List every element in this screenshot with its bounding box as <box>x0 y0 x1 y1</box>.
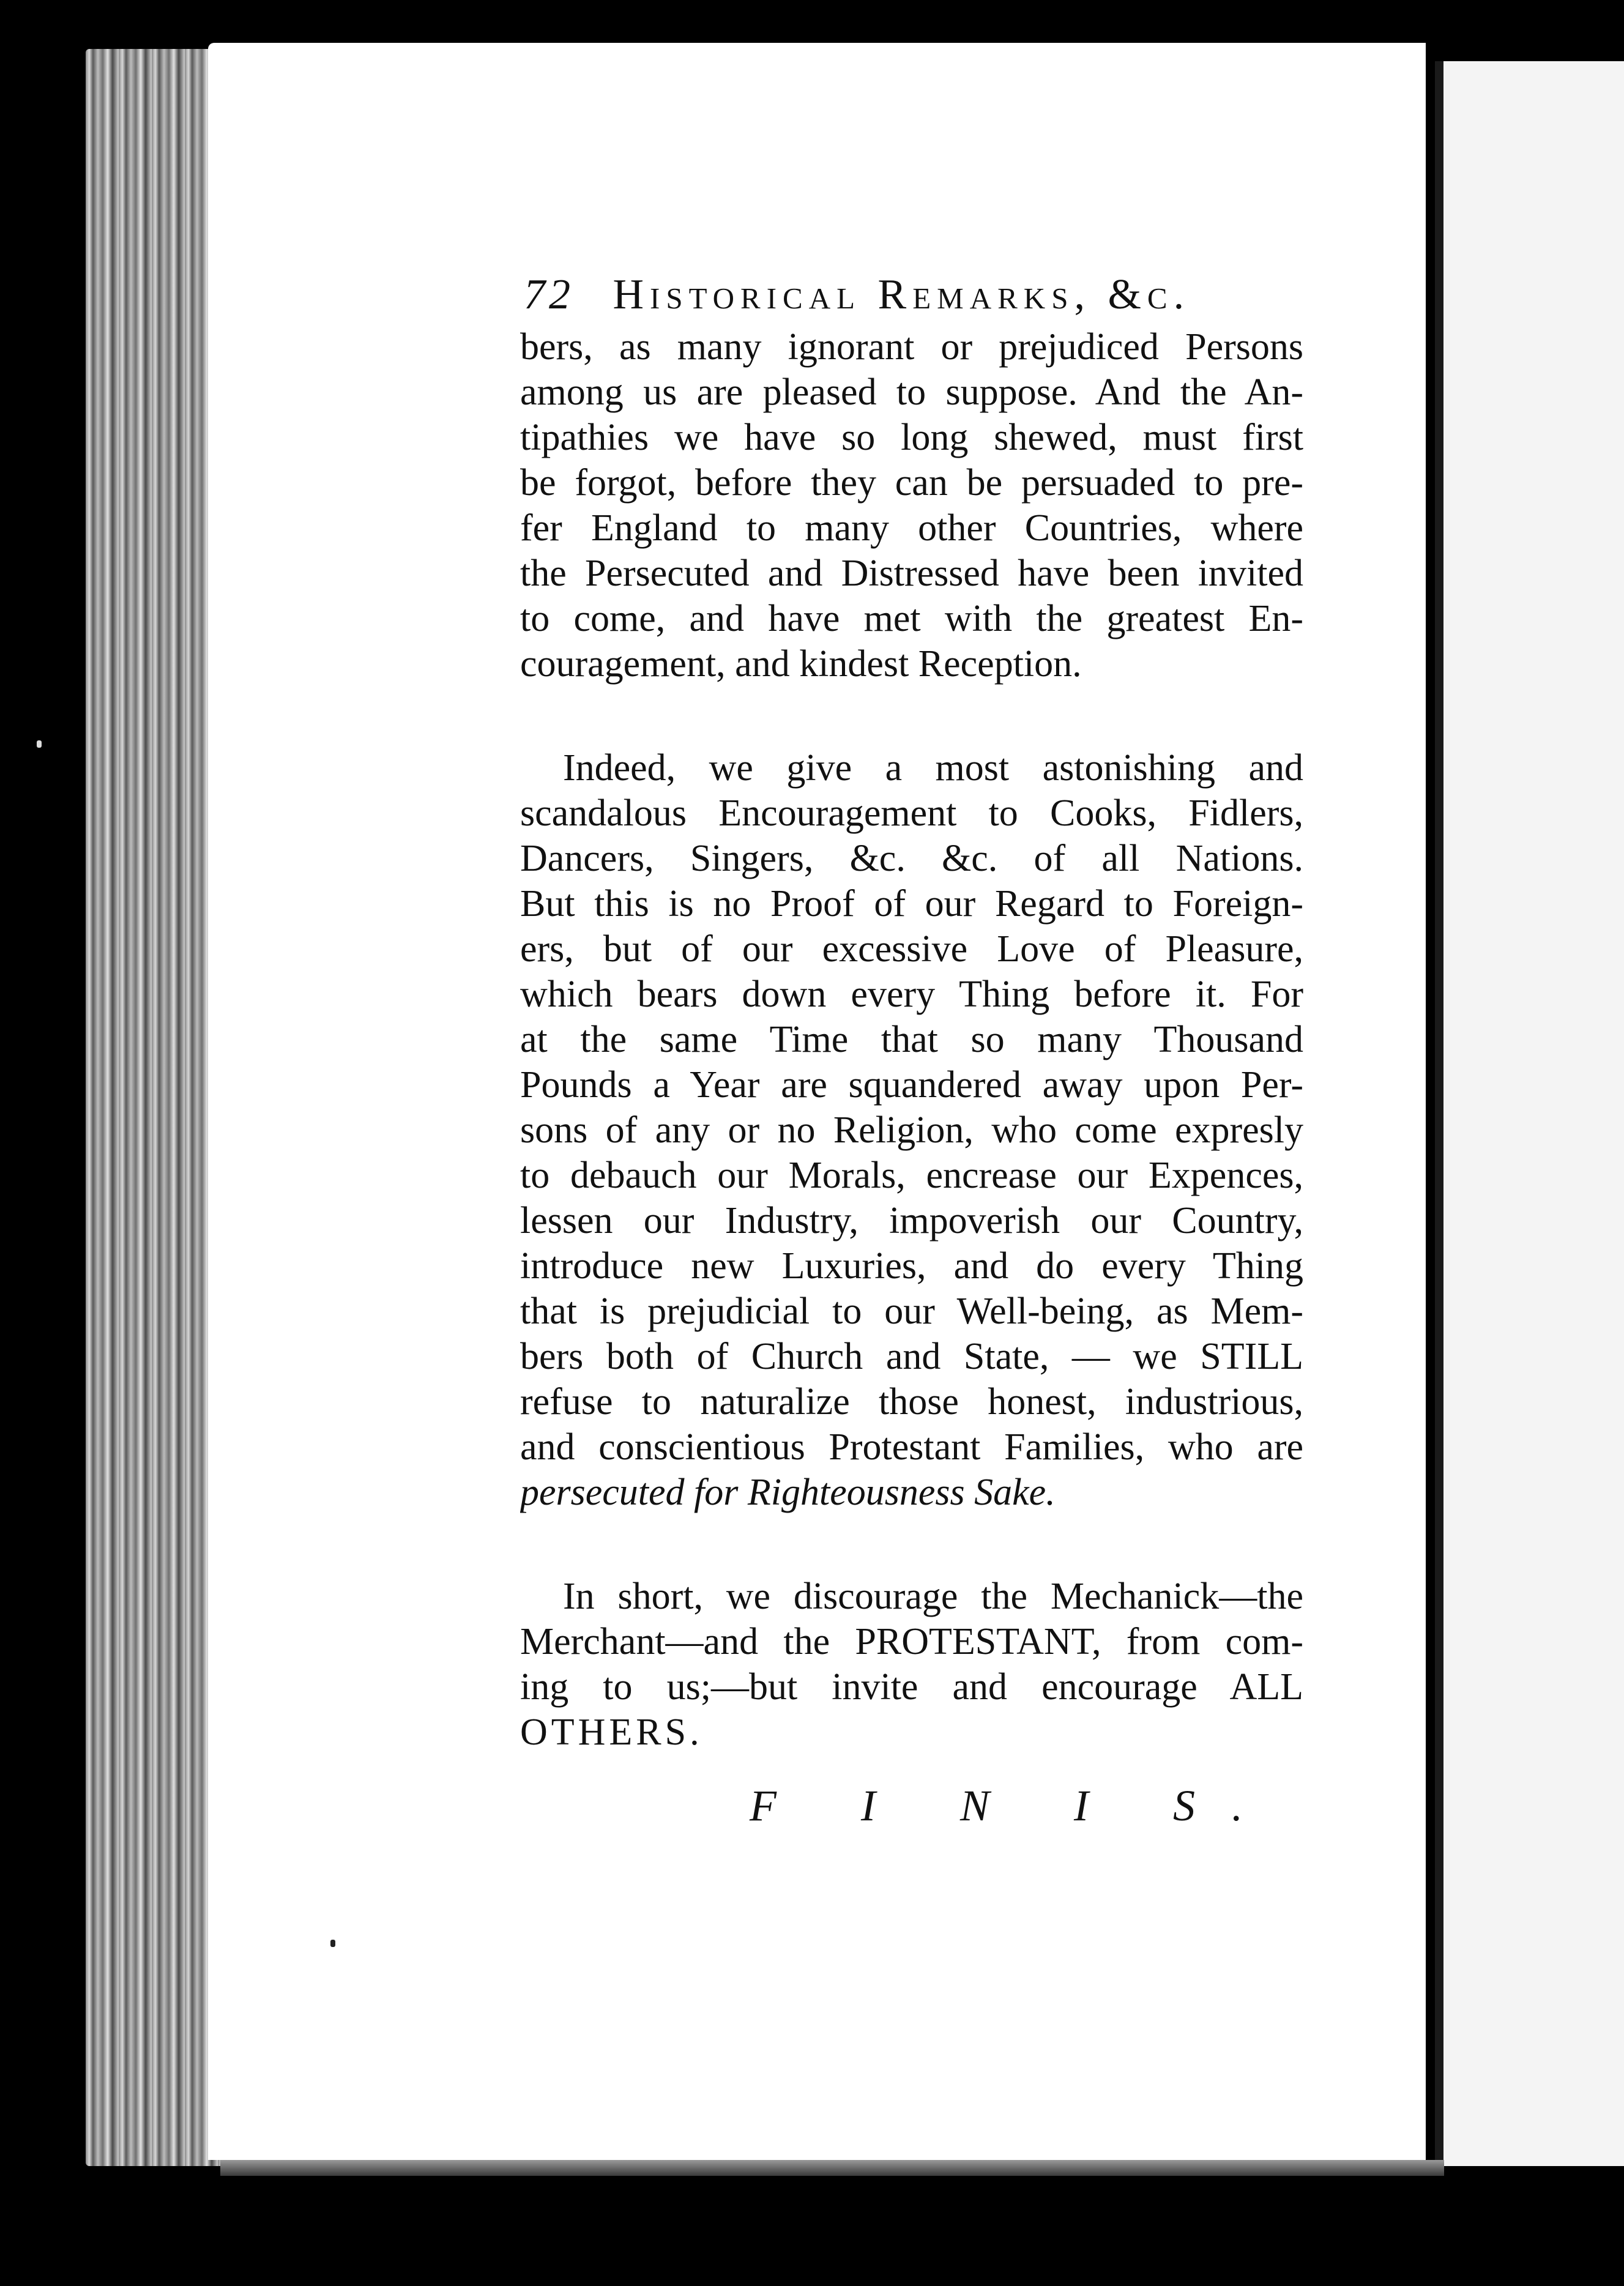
text-line: couragement, and kindest Reception. <box>520 643 1082 685</box>
text-line: fer England to many other Countries, where <box>520 507 1303 549</box>
text-line: bers, as many ignorant or prejudiced Persons <box>520 326 1303 368</box>
text-line: ing to us;—but invite and encourage ALL <box>520 1666 1303 1708</box>
text-line: In short, we discourage the Mechanick—the <box>563 1576 1303 1617</box>
text-line: at the same Time that so many Thousand <box>520 1019 1303 1060</box>
paragraph-1 <box>520 324 1303 687</box>
ink-speck <box>330 1940 335 1947</box>
text-line: persecuted for Righteousness Sake. <box>520 1472 1056 1513</box>
page-header <box>524 270 1319 319</box>
page-number: 72 <box>524 271 574 318</box>
running-head: Historical Remarks, &c. <box>613 271 1191 318</box>
text-line: ers, but of our excessive Love of Pleasure, <box>520 928 1303 970</box>
text-line: Dancers, Singers, &c. &c. of all Nations. <box>520 838 1303 879</box>
text-line: Merchant—and the PROTESTANT, from com- <box>520 1621 1303 1662</box>
text-line: bers both of Church and State, — we STILL <box>520 1336 1303 1377</box>
text-line: introduce new Luxuries, and do every Thing <box>520 1245 1303 1287</box>
book-spine <box>86 49 226 2166</box>
text-line: among us are pleased to suppose. And the An- <box>520 371 1303 413</box>
text-line: OTHERS. <box>520 1711 703 1753</box>
text-line: Indeed, we give a most astonishing and <box>563 747 1303 789</box>
text-line: to come, and have met with the greatest En- <box>520 598 1303 639</box>
text-line: refuse to naturalize those honest, industrious, <box>520 1381 1303 1423</box>
paragraph-3 <box>520 1574 1303 1755</box>
text-line: that is prejudicial to our Well-being, as Mem- <box>520 1290 1303 1332</box>
page-bottom-edge <box>220 2160 1444 2176</box>
text-line: tipathies we have so long shewed, must first <box>520 417 1303 458</box>
text-line: which bears down every Thing before it. For <box>520 974 1303 1015</box>
text-line: But this is no Proof of our Regard to Foreign- <box>520 883 1303 925</box>
text-line: scandalous Encouragement to Cooks, Fidlers, <box>520 792 1303 834</box>
finis-mark: F I N I S. <box>750 1781 1279 1830</box>
facing-page-edge <box>1435 61 1624 2166</box>
text-line: sons of any or no Religion, who come expresly <box>520 1109 1303 1151</box>
paragraph-2 <box>520 745 1303 791</box>
text-line: lessen our Industry, impoverish our Country, <box>520 1200 1303 1242</box>
text-line: be forgot, before they can be persuaded to pre- <box>520 462 1303 504</box>
paragraph-2-body <box>520 791 1303 1515</box>
text-line: Pounds a Year are squandered away upon Per- <box>520 1064 1303 1106</box>
body-text <box>520 324 1303 1755</box>
text-line: the Persecuted and Distressed have been invited <box>520 553 1303 594</box>
text-line: and conscientious Protestant Families, who are <box>520 1426 1303 1468</box>
text-line: to debauch our Morals, encrease our Expences, <box>520 1155 1303 1196</box>
ink-speck <box>37 740 42 748</box>
